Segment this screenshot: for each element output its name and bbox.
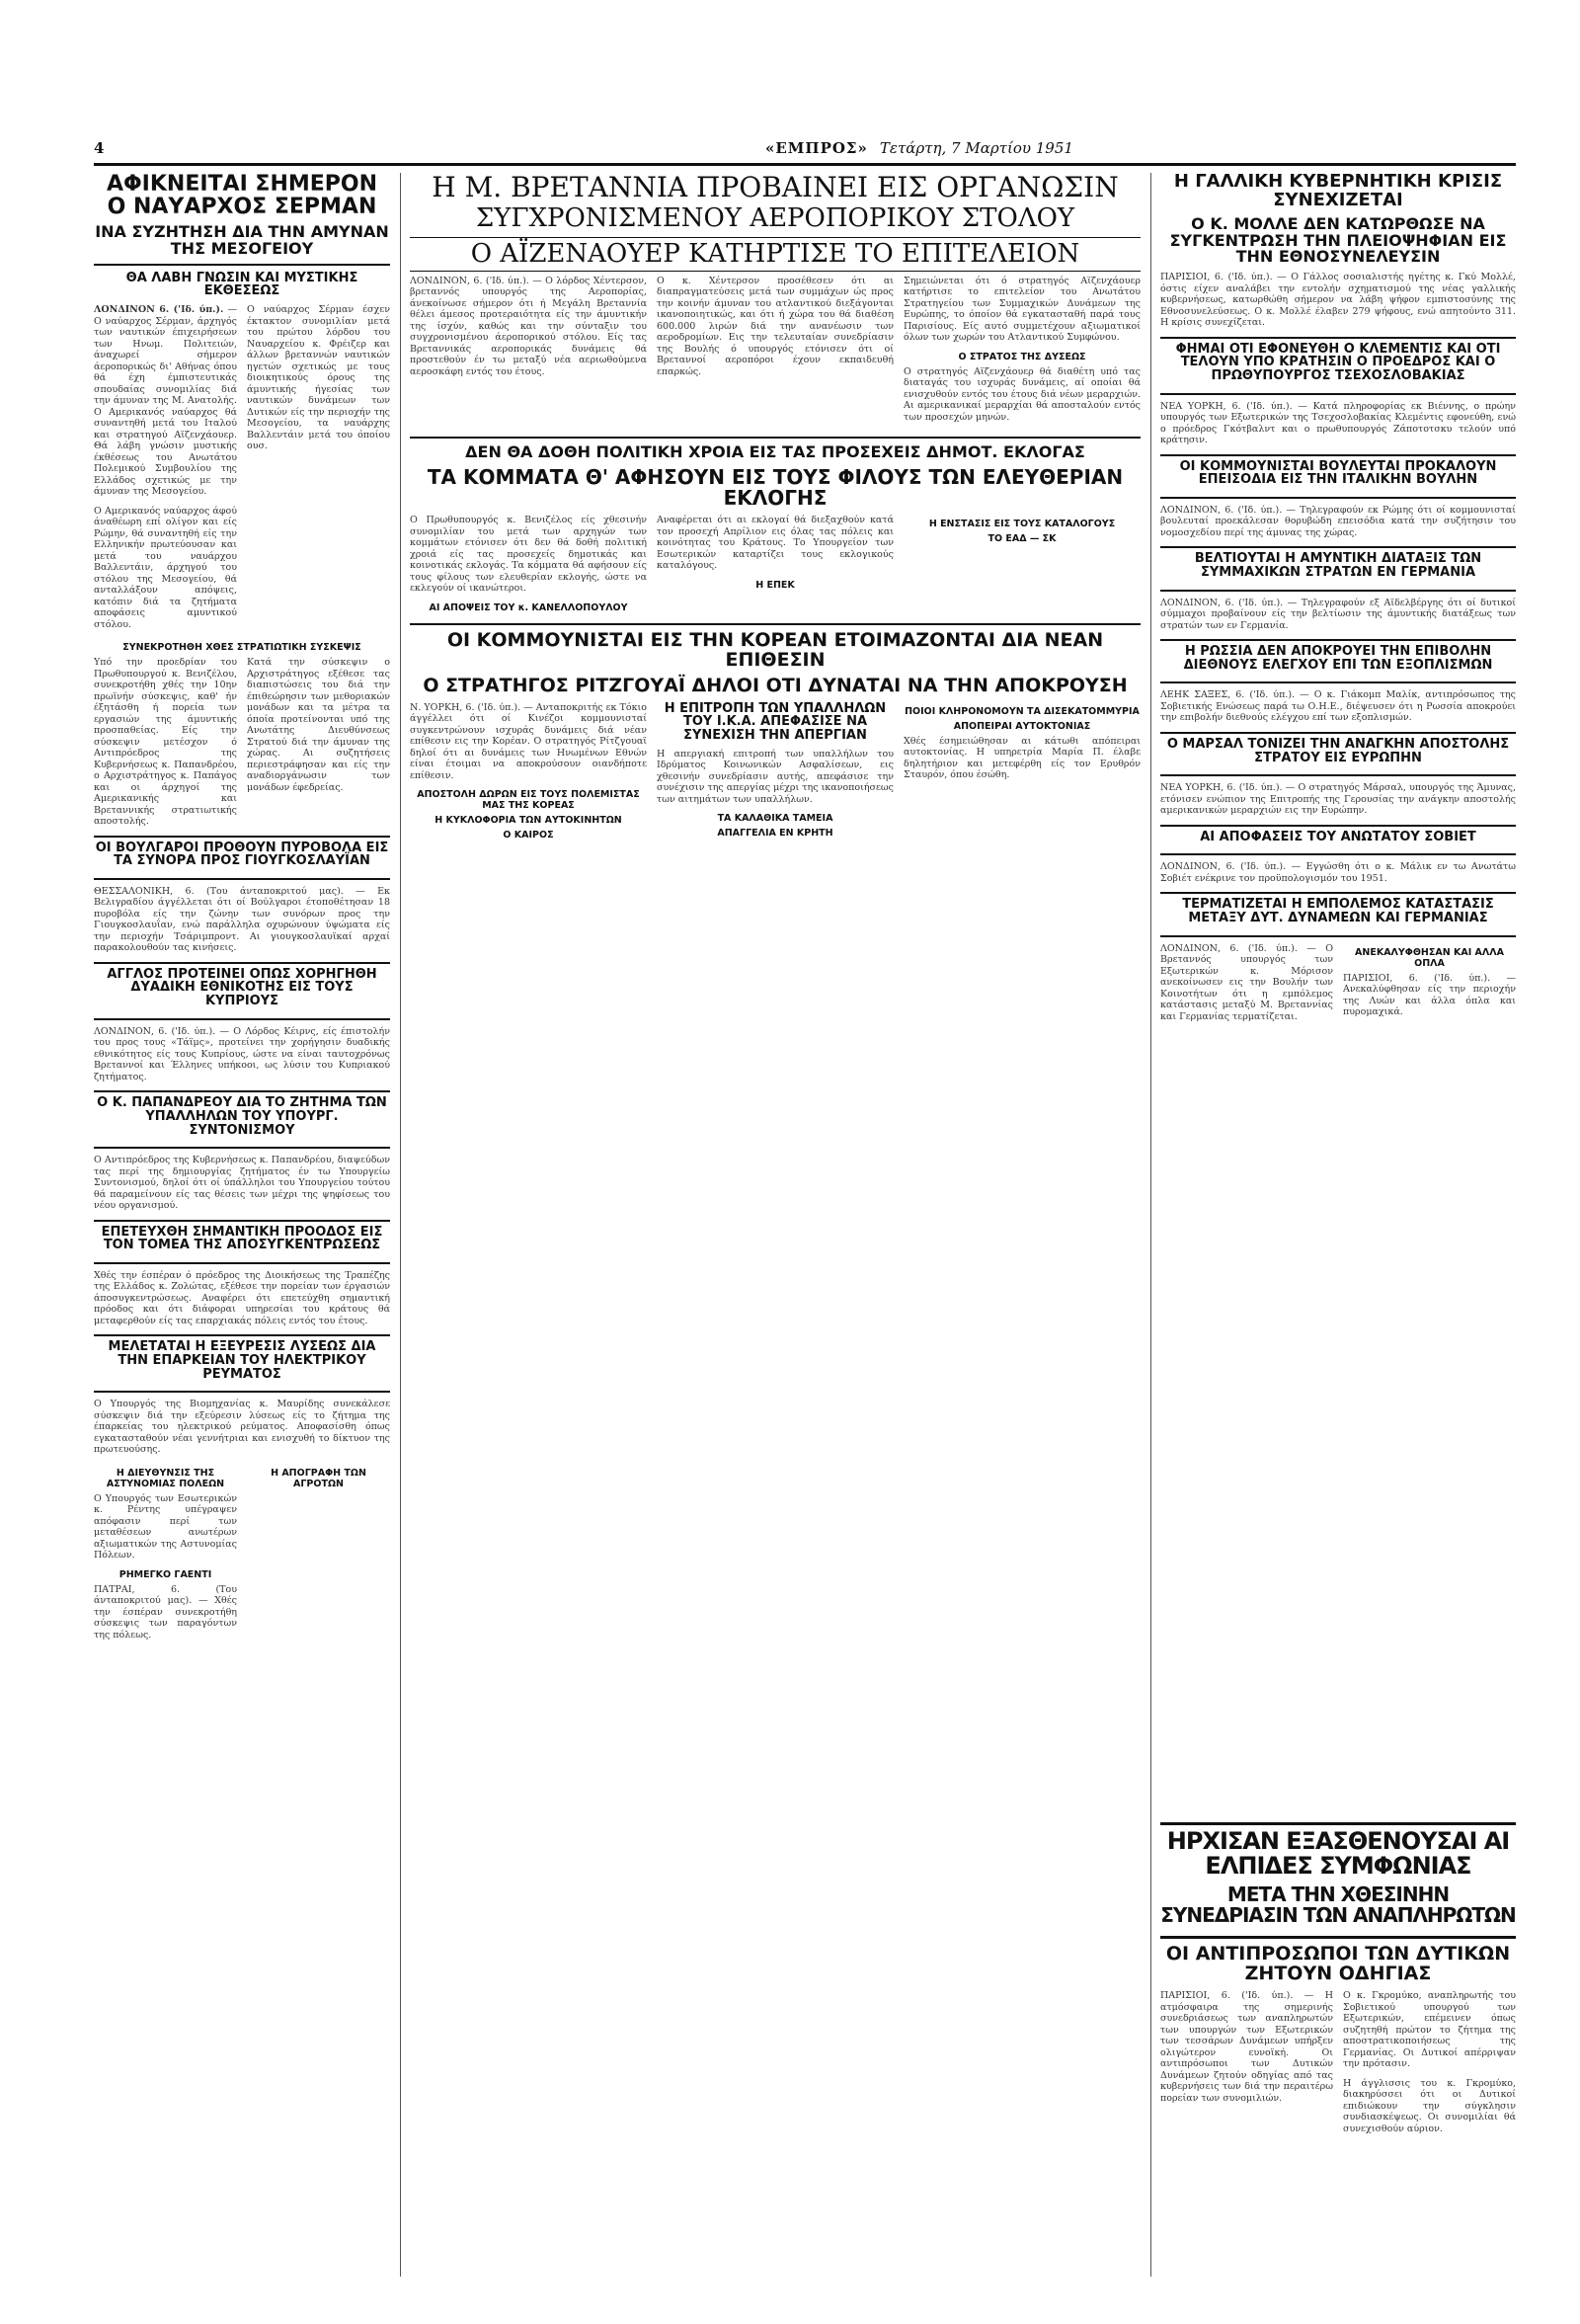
section-heading: ΑΝΕΚΑΛΥΦΘΗΣΑΝ ΚΑΙ ΑΛΛΑ ΟΠΛΑ	[1355, 946, 1504, 969]
issue-date: Τετάρτη, 7 Μαρτίου 1951	[879, 139, 1073, 157]
headline-korea: ΟΙ ΚΟΜΜΟΥΝΙΣΤΑΙ ΕΙΣ ΤΗΝ ΚΟΡΕΑΝ ΕΤΟΙΜΑΖΟΝΤΑΙ ΔΙΑ ΝΕΑΝ ΕΠΙΘΕΣΙΝ	[446, 628, 1104, 671]
article-text: Ο ναύαρχος Σέρμαν έσχεν έκτακτον συνομιλίαν μετά του πρώτου λόρδου του Ναυαρχείου κ. Φρέιζερ και άλλων βρεταννών ναυτικών ηγετών σχετικώς με τους διοικητικούς όρους της άμυντικής ήγεσίας των ναυτικών δυνάμεων των Δυτικών είς την περιοχήν της Μεσογείου, τα ναυάρχης Βαλλεντάιν μετά του όποίου ουσ.	[247, 304, 390, 452]
article-text: Ο Υπουργός των Εσωτερικών κ. Ρέντης υπέγραψεν απόφασιν περί των μεταθέσεων ανωτέρων αξιωματικών της Αστυνομίας Πόλεων.	[94, 1492, 237, 1562]
headline-allied-armies: ΒΕΛΤΙΟΥΤΑΙ Η ΑΜΥΝΤΙΚΗ ΔΙΑΤΑΞΙΣ ΤΩΝ ΣΥΜΜΑΧΙΚΩΝ ΣΤΡΑΤΩΝ ΕΝ ΓΕΡΜΑΝΙΑ	[1194, 551, 1482, 581]
headline-state-of-war: ΤΕΡΜΑΤΙΖΕΤΑΙ Η ΕΜΠΟΛΕΜΟΣ ΚΑΤΑΣΤΑΣΙΣ ΜΕΤΑΞΥ ΔΥΤ. ΔΥΝΑΜΕΩΝ ΚΑΙ ΓΕΡΜΑΝΙΑΣ	[1182, 897, 1494, 925]
section-heading: ΡΗΜΕΓΚΟ ΓΑΕΝΤΙ	[118, 1568, 212, 1580]
banner-story	[1160, 1822, 1516, 2277]
article-text: Ο Αμερικανός ναύαρχος άφού άναθέωρη επί ολίγον και είς Ρώμην, θά συναντηθή είς την Ελληνικήν πρωτεύουσαν και μετά του ναυάρχου Βαλλεντάιν, άρχηγού του στόλου της Μεσογείου, θά ανταλλάξουν απόψεις, κατόπιν διά τα ζητήματα αποφάσεις αμυντικού στόλου.	[94, 505, 237, 630]
headline-parties: ΤΑ ΚΟΜΜΑΤΑ Θ' ΑΦΗΣΟΥΝ ΕΙΣ ΤΟΥΣ ΦΙΛΟΥΣ ΤΩΝ ΕΛΕΥΘΕΡΙΑΝ ΕΚΛΟΓΗΣ	[427, 465, 1124, 511]
article-text: Η απεργιακή επιτροπή των υπαλλήλων του Ιδρύματος Κοινωνικών Ασφαλίσεων, εις χθεσινήν συνεδρίασιν αυτής, απεφάσισε την συνέχισιν της απεργίας μέχρι της ικανοποιήσεως των αιτημάτων των υπαλλήλων.	[657, 748, 894, 805]
headline-french-crisis: Η ΓΑΛΛΙΚΗ ΚΥΒΕΡΝΗΤΙΚΗ ΚΡΙΣΙΣ ΣΥΝΕΧΙΖΕΤΑΙ	[1173, 173, 1503, 210]
article-text: ΠΑΡΙΣΙΟΙ, 6. ('Ιδ. ύπ.). — Ανεκαλύφθησαν είς την περιοχήν της Λυών και άλλα όπλα και πυρομαχικά.	[1343, 972, 1516, 1018]
headline-ika-strike: Η ΕΠΙΤΡΟΠΗ ΤΩΝ ΥΠΑΛΛΗΛΩΝ ΤΟΥ Ι.Κ.Α. ΑΠΕΦΑΣΙΣΕ ΝΑ ΣΥΝΕΧΙΣΗ ΤΗΝ ΑΠΕΡΓΙΑΝ	[664, 700, 887, 743]
headline-hopes-fading: ΗΡΧΙΣΑΝ ΕΞΑΣΘΕΝΟΥΣΑΙ ΑΙ ΕΛΠΙΔΕΣ ΣΥΜΦΩΝΙΑΣ	[1166, 1827, 1510, 1881]
article-text: Ο κ. Χέντερσον προσέθεσεν ότι αι διαπραγματεύσεις μετά των συμμάχων ώς προς την κοινήν άμυναν του ατλαντικού διεξάγονται ικανοποιητικώς, και ότι ή χώρα του θά διαθέση 600.000 λιρών διά την ανανέωσιν των αεροδρομίων. Εις την τελευταίαν συνεδρίασιν της Βουλής ό υπουργός ετόνισεν ότι οί Βρεταννοί αεροπόροι έχουν εκπαιδευθή επαρκώς.	[657, 275, 894, 377]
newspaper-page	[94, 133, 1516, 2277]
article-text: Ο Υπουργός της Βιομηχανίας κ. Μαυρίδης συνεκάλεσε σύσκεψιν διά την εξεύρεσιν λύσεως είς το ζήτημα της έπαρκείας του ηλεκτρικού ρεύματος. Αποφασίσθη όπως εγκατασταθούν νέαι γεννήτριαι και ενισχυθή το δίκτυον της πρωτευούσης.	[94, 1399, 390, 1456]
headline-russia-control: Η ΡΩΣΣΙΑ ΔΕΝ ΑΠΟΚΡΟΥΕΙ ΤΗΝ ΕΠΙΒΟΛΗΝ ΔΙΕΘΝΟΥΣ ΕΛΕΓΧΟΥ ΕΠΙ ΤΩΝ ΕΞΟΠΛΙΣΜΩΝ	[1183, 644, 1493, 673]
headline-eisenhower: Ο ΑΪΖΕΝΑΟΥΕΡ ΚΑΤΗΡΤΙΣΕ ΤΟ ΕΠΙΤΕΛΕΙΟΝ	[410, 237, 1141, 272]
article-text: Η άγγλισσις του κ. Γκρομύκο, διακηρύσσει ότι οι Δυτικοί επιδιώκουν την σύγκλησιν συνδιασκέψεως. Οι συνομιλίαι θά συνεχισθούν αύριον.	[1343, 2077, 1516, 2134]
headline-italian-parliament: ΟΙ ΚΟΜΜΟΥΝΙΣΤΑΙ ΒΟΥΛΕΥΤΑΙ ΠΡΟΚΑΛΟΥΝ ΕΠΕΙΣΟΔΙΑ ΕΙΣ ΤΗΝ ΙΤΑΛΙΚΗΝ ΒΟΥΛΗΝ	[1179, 458, 1497, 488]
newspaper-name: «ΕΜΠΡΟΣ»	[765, 139, 868, 157]
article-text: Ο Αντιπρόεδρος της Κυβερνήσεως κ. Παπανδρέου, διαψεύδων τας περί της δημιουργίας ζητήματος έν τω Υπουργείω Συντονισμού, δηλοί ότι οί ύπάλληλοι του Υπουργείου τούτου θά παραμείνουν είς τας θέσεις των μέχρι της ψηφίσεως του νέου οργανισμού.	[94, 1155, 390, 1212]
headline-cypriots: ΑΓΓΛΟΣ ΠΡΟΤΕΙΝΕΙ ΟΠΩΣ ΧΟΡΗΓΗΘΗ ΔΥΑΔΙΚΗ ΕΘΝΙΚΟΤΗΣ ΕΙΣ ΤΟΥΣ ΚΥΠΡΙΟΥΣ	[107, 966, 377, 1009]
section-heading: ΑΠΟΣΤΟΛΗ ΔΩΡΩΝ ΕΙΣ ΤΟΥΣ ΠΟΛΕΜΙΣΤΑΣ ΜΑΣ ΤΗΣ ΚΟΡΕΑΣ	[417, 789, 640, 812]
headline-britain: Η Μ. ΒΡΕΤΑΝΝΙΑ ΠΡΟΒΑΙΝΕΙ ΕΙΣ ΟΡΓΑΝΩΣΙΝ	[432, 173, 1119, 203]
article-text: ΘΕΣΣΑΛΟΝΙΚΗ, 6. (Του άνταποκριτού μας). — Εκ Βελιγραδίου άγγέλλεται ότι οί Βούλγαροι έτοποθέτησαν 18 πυροβόλα είς την ζώνην των συνόρων προς την Γιουγκοσλαυΐαν, ενώ παράλληλα οχυρώνουν ύψώματα είς την περιοχήν Τσάριμπροντ. Αι γιουγκοσλαυϊκαί αρχαί παρακολουθούν τας κινήσεις.	[94, 885, 390, 954]
headline-deputies-session: ΜΕΤΑ ΤΗΝ ΧΘΕΣΙΝΗΝ ΣΥΝΕΔΡΙΑΣΙΝ ΤΩΝ ΑΝΑΠΛΗΡΩΤΩΝ	[1160, 1883, 1516, 1928]
article-text: Ο κ. Γκρομύκο, αναπληρωτής του Σοβιετικού υπουργού των Εξωτερικών, επέμεινεν όπως συζητηθή πρώτον το ζήτημα της αποστρατικοποιήσεως της Γερμανίας. Οι Δυτικοί απέρριψαν την πρότασιν.	[1343, 1990, 1516, 2070]
section-heading: Η ΕΠΕΚ	[755, 579, 795, 591]
headline-electricity: ΜΕΛΕΤΑΤΑΙ Η ΕΞΕΥΡΕΣΙΣ ΛΥΣΕΩΣ ΔΙΑ ΤΗΝ ΕΠΑΡΚΕΙΑΝ ΤΟΥ ΗΛΕΚΤΡΙΚΟΥ ΡΕΥΜΑΤΟΣ	[108, 1339, 376, 1382]
section-heading: Η ΚΥΚΛΟΦΟΡΙΑ ΤΩΝ ΑΥΤΟΚΙΝΗΤΩΝ	[434, 815, 622, 827]
section-heading: Ο ΣΤΡΑΤΟΣ ΤΗΣ ΔΥΣΕΩΣ	[958, 351, 1086, 362]
headline-sherman: ΑΦΙΚΝΕΙΤΑΙ ΣΗΜΕΡΟΝ Ο ΝΑΥΑΡΧΟΣ ΣΕΡΜΑΝ	[106, 173, 378, 220]
section-heading: ΤΟ ΕΑΔ — ΣΚ	[988, 533, 1057, 545]
headline-mollet: Ο Κ. ΜΟΛΛΕ ΔΕΝ ΚΑΤΩΡΘΩΣΕ ΝΑ ΣΥΓΚΕΝΤΡΩΣΗ ΤΗΝ ΠΛΕΙΟΨΗΦΙΑΝ ΕΙΣ ΤΗΝ ΕΘΝΟΣΥΝΕΛΕΥΣΙΝ	[1169, 213, 1507, 267]
article-text: Ο στρατηγός Αϊζενχάουερ θά διαθέτη υπό τας διαταγάς του ισχυράς δυνάμεις, αί οποίαι θά ενισχυθούν εντός του έτους διά νέων μεραρχιών. Αι αμερικανικαί μεραρχίαι θά αποσταλούν εντός των προσεχών μηνών.	[904, 365, 1141, 423]
article-text: Ν. ΥΟΡΚΗ, 6. ('Ιδ. ύπ.). — Ανταποκριτής εκ Τόκιο άγγέλλει ότι οί Κινέζοι κομμουνισταί συγκεντρώνουν ισχυράς δυνάμεις διά νέαν επίθεσιν εις την Κορέαν. Ο στρατηγός Ρίτζγουαϊ δηλοί ότι αι δυνάμεις των Ηνωμένων Εθνών είναι έτοιμαι να αποκρούσουν οιανδήποτε επίθεσιν.	[410, 701, 647, 781]
article-text: Ο Πρωθυπουργός κ. Βενιζέλος είς χθεσινήν συνομιλίαν του μετά των αρχηγών των κομμάτων ετόνισεν ότι δεν θά δοθή πολιτική χροιά είς τας προσεχείς δημοτικάς και κοινοτικάς εκλογάς. Τα κόμματα θά αφήσουν είς τους φίλους των ελευθερίαν εκλογής, ώστε να εκλεγούν οί ικανώτεροι.	[410, 515, 647, 595]
headline-marshall: Ο ΜΑΡΣΑΛ ΤΟΝΙΖΕΙ ΤΗΝ ΑΝΑΓΚΗΝ ΑΠΟΣΤΟΛΗΣ ΣΤΡΑΤΟΥ ΕΙΣ ΕΥΡΩΠΗΝ	[1166, 736, 1510, 765]
headline-bulgarians: ΟΙ ΒΟΥΛΓΑΡΟΙ ΠΡΟΘΟΥΝ ΠΥΡΟΒΟΛΑ ΕΙΣ ΤΑ ΣΥΝΟΡΑ ΠΡΟΣ ΓΙΟΥΓΚΟΣΛΑΥΪΑΝ	[95, 840, 389, 869]
article-text: ΛΟΝΔΙΝΟΝ, 6. ('Ιδ. ύπ.). — Ο Βρεταννός υπουργός των Εξωτερικών κ. Μόρισον ανεκοίνωσεν εις την Βουλήν των Κοινοτήτων ότι η εμπόλεμος κατάστασις μεταξύ Μ. Βρεταννίας και Γερμανίας τερματίζεται.	[1160, 942, 1333, 1022]
headline-clementis: ΦΗΜΑΙ ΟΤΙ ΕΦΟΝΕΥΘΗ Ο ΚΛΕΜΕΝΤΙΣ ΚΑΙ ΟΤΙ ΤΕΛΟΥΝ ΥΠΟ ΚΡΑΤΗΣΙΝ Ο ΠΡΟΕΔΡΟΣ ΚΑΙ Ο ΠΡΩΘΥΠΟΥΡΓΟΣ ΤΣΕΧΟΣΛΟΒΑΚΙΑΣ	[1175, 341, 1501, 383]
section-heading: ΣΥΝΕΚΡΟΤΗΘΗ ΧΘΕΣ ΣΤΡΑΤΙΩΤΙΚΗ ΣΥΣΚΕΨΙΣ	[122, 642, 361, 654]
center-column	[410, 173, 1141, 2277]
section-heading: ΠΟΙΟΙ ΚΛΗΡΟΝΟΜΟΥΝ ΤΑ ΔΙΣΕΚΑΤΟΜΜΥΡΙΑ	[905, 705, 1140, 717]
article-text: Υπό την προεδρίαν του Πρωθυπουργού κ. Βενιζέλου, συνεκροτήθη χθές την 10ην πρωϊνήν σύσκεψις, καθ' ήν έξητάσθη ή πορεία των εργασιών της άμυντικής προσπαθείας. Είς την σύσκεψιν μετέσχον ό Αντιπρόεδρος της Κυβερνήσεως κ. Παπανδρέου, ο Αρχιστράτηγος κ. Παπάγος και οι άρχηγοί της Αμερικανικής και Βρεταννικής στρατιωτικής αποστολής.	[94, 657, 237, 828]
article-text: Χθές την έσπέραν ό πρόεδρος της Διοικήσεως της Τραπέζης της Ελλάδος κ. Ζολώτας, εξέθεσε την πορείαν των έργασιών άποσυγκεντρώσεως. Αναφέρει ότι επετεύχθη σημαντική πρόοδος και ότι διάφοραι υπηρεσίαι του κράτους θά μεταφερθούν είς τας επαρχιακάς πόλεις εντός του έτους.	[94, 1269, 390, 1326]
section-heading: ΑΙ ΑΠΟΨΕΙΣ ΤΟΥ κ. ΚΑΝΕΛΛΟΠΟΥΛΟΥ	[429, 601, 628, 613]
masthead	[94, 133, 1516, 166]
article-text: ΠΑΡΙΣΙΟΙ, 6. ('Ιδ. ύπ.). — Ο Γάλλος σοσιαλιστής ηγέτης κ. Γκύ Μολλέ, όστις είχεν αναλάβει την εντολήν σχηματισμού της νέας γαλλικής κυβερνήσεως, κατωρθώθη σήμερον να λάβη ψήφον εμπιστοσύνης της Εθνοσυνελεύσεως. Ο κ. Μολλέ έλαβεν 279 ψήφους, ενώ απητούντο 311. Η κρίσις συνεχίζεται.	[1160, 272, 1516, 329]
headline-air-fleet: ΣΥΓΧΡΟΝΙΣΜΕΝΟΥ ΑΕΡΟΠΟΡΙΚΟΥ ΣΤΟΛΟΥ	[475, 203, 1075, 234]
headline-papandreou: Ο Κ. ΠΑΠΑΝΔΡΕΟΥ ΔΙΑ ΤΟ ΖΗΤΗΜΑ ΤΩΝ ΥΠΑΛΛΗΛΩΝ ΤΟΥ ΥΠΟΥΡΓ. ΣΥΝΤΟΝΙΣΜΟΥ	[97, 1095, 387, 1138]
subheadline-mediterranean: ΙΝΑ ΣΥΖΗΤΗΣΗ ΔΙΑ ΤΗΝ ΑΜΥΝΑΝ ΤΗΣ ΜΕΣΟΓΕΙΟΥ	[95, 222, 389, 258]
left-column	[94, 173, 390, 2277]
section-heading: Η ΑΠΟΓΡΑΦΗ ΤΩΝ ΑΓΡΟΤΩΝ	[271, 1467, 366, 1489]
article-text: ΛΟΝΔΙΝΟΝ 6. ('Ιδ. ύπ.). — Ο ναύαρχος Σέρμαν, άρχηγός των ναυτικών έπιχειρήσεων των Ηνωμ. Πολιτειών, άναχωρεί σήμερον άεροπορικώς δι' Αθήνας όπου θά έχη έμπιστευτικάς σπουδαίας συνομιλίας διά την άμυναν της Μ. Ανατολής. Ο Αμερικανός ναύαρχος θά συναντηθή μετά του Ιταλού και στρατηγού Αϊζενχάουερ. Θά λάβη γνώσιν μυστικής έκθέσεως του Ανωτάτου Πολεμικού Συμβουλίου της Ελλάδος σχετικώς με την άμυναν της Μεσογείου.	[94, 304, 237, 498]
headline-supreme-soviet: ΑΙ ΑΠΟΦΑΣΕΙΣ ΤΟΥ ΑΝΩΤΑΤΟΥ ΣΟΒΙΕΤ	[1200, 829, 1476, 844]
article-text: ΝΕΑ ΥΟΡΚΗ, 6. ('Ιδ. ύπ.). — Ο στρατηγός Μάρσαλ, υπουργός της Άμυνας, ετόνισεν ενώπιον της Επιτροπής της Γερουσίας την ανάγκην αποστολής αμερικανικών μεραρχιών εις την Ευρώπην.	[1160, 782, 1516, 817]
article-text: Αναφέρεται ότι αι εκλογαί θά διεξαχθούν κατά τον προσεχή Απρίλιον εις όλας τας πόλεις και κοινότητας του Κράτους. Το Υπουργείον των Εσωτερικών καταρτίζει τους εκλογικούς καταλόγους.	[657, 515, 894, 572]
headline-ridgway: Ο ΣΤΡΑΤΗΓΟΣ ΡΙΤΖΓΟΥΑΪ ΔΗΛΟΙ ΟΤΙ ΔΥΝΑΤΑΙ ΝΑ ΤΗΝ ΑΠΟΚΡΟΥΣΗ	[423, 674, 1128, 696]
section-heading: ΤΑ ΚΑΛΑΘΙΚΑ ΤΑΜΕΙΑ	[717, 813, 833, 825]
section-heading: Η ΔΙΕΥΘΥΝΣΙΣ ΤΗΣ ΑΣΤΥΝΟΜΙΑΣ ΠΟΛΕΩΝ	[106, 1467, 225, 1489]
section-heading: ΑΠΟΠΕΙΡΑΙ ΑΥΤΟΚΤΟΝΙΑΣ	[953, 720, 1091, 732]
headline-decentralisation: ΕΠΕΤΕΥΧΘΗ ΣΗΜΑΝΤΙΚΗ ΠΡΟΟΔΟΣ ΕΙΣ ΤΟΝ ΤΟΜΕΑ ΤΗΣ ΑΠΟΣΥΓΚΕΝΤΡΩΣΕΩΣ	[101, 1224, 383, 1253]
article-text: ΛΕΗΚ ΣΑΞΕΣ, 6. ('Ιδ. ύπ.). — Ο κ. Γιάκομπ Μαλίκ, αντιπρόσωπος της Σοβιετικής Ενώσεως παρά τω Ο.Η.Ε., διέψευσεν ότι η Ρωσσία αποκρούει την επιβολήν διεθνούς ελέγχου επί των εξοπλισμών.	[1160, 689, 1516, 724]
section-heading: ΑΠΑΓΓΕΛΙΑ ΕΝ ΚΡΗΤΗ	[717, 828, 833, 840]
article-text: ΠΑΡΙΣΙΟΙ, 6. ('Ιδ. ύπ.). — Η ατμόσφαιρα της σημερινής συνεδριάσεως των αναπληρωτών των υπουργών των Εξωτερικών των τεσσάρων Δυνάμεων υπήρξεν ολιγώτερον ευνοϊκή. Οι αντιπρόσωποι των Δυτικών Δυνάμεων ζητούν οδηγίας από τας κυβερνήσεις των διά την περαιτέρω πορείαν των συνομιλιών.	[1160, 1990, 1333, 2104]
page-number: 4	[94, 139, 105, 157]
article-text: Κατά την σύσκεψιν ο Αρχιστράτηγος εξέθεσε τας διαπιστώσεις του διά την έπιθεώρησιν των μεθοριακών μονάδων και τα μέτρα τα όποία προτείνονται υπό της Ανωτάτης Διευθύνσεως Στρατού διά την άμυναν της χώρας. Αι συζητήσεις περιεστράφησαν και είς την αναδιοργάνωσιν των μονάδων έφεδρείας.	[247, 657, 390, 793]
article-text: ΛΟΝΔΙΝΟΝ, 6. ('Ιδ. ύπ.). — Εγγώσθη ότι ο κ. Μάλικ εν τω Ανωτάτω Σοβιέτ ενέκρινε τον προϋπολογισμόν του 1951.	[1160, 861, 1516, 884]
headline-municipal-elections: ΔΕΝ ΘΑ ΔΟΘΗ ΠΟΛΙΤΙΚΗ ΧΡΟΙΑ ΕΙΣ ΤΑΣ ΠΡΟΣΕΧΕΙΣ ΔΗΜΟΤ. ΕΚΛΟΓΑΣ	[465, 442, 1085, 462]
right-column	[1160, 173, 1516, 1812]
headline-western-instructions: ΟΙ ΑΝΤΙΠΡΟΣΩΠΟΙ ΤΩΝ ΔΥΤΙΚΩΝ ΖΗΤΟΥΝ ΟΔΗΓΙΑΣ	[1165, 1943, 1511, 1985]
section-heading: Ο ΚΑΙΡΟΣ	[503, 830, 554, 841]
article-text: ΛΟΝΔΙΝΟΝ, 6. ('Ιδ. ύπ.). — Ο λόρδος Χέντερσον, βρεταννός υπουργός της Αεροπορίας, άνεκοίνωσε σήμερον ότι ή Μεγάλη Βρεταννία θέλει άμεσος προτεραιότητα είς την άμυντικήν της ίσχύν, καθώς και την σύνταξιν του συγχρονισμένου άεροπορικού στόλου. Είς τας Βρεταννικάς αεροπορικάς δυνάμεις θά προστεθούν έν τω μεταξύ νέα αεριωθούμενα αεροσκάφη εντός του έτους.	[410, 275, 647, 377]
article-text: ΛΟΝΔΙΝΟΝ, 6. ('Ιδ. ύπ.). — Τηλεγραφούν εξ Αϊδελβέργης ότι οί δυτικοί σύμμαχοι προβαίνουν είς την βελτίωσιν της άμυντικής διατάξεως των στρατών των εν Γερμανία.	[1160, 597, 1516, 631]
section-heading: Η ΕΝΣΤΑΣΙΣ ΕΙΣ ΤΟΥΣ ΚΑΤΑΛΟΓΟΥΣ	[928, 519, 1116, 530]
article-text: Χθές έσημειώθησαν αι κάτωθι απόπειραι αυτοκτονίας. Η υπηρετρία Μαρία Π. έλαβε δηλητήριον και μετεφέρθη είς τον Ερυθρόν Σταυρόν, όπου έσώθη.	[904, 735, 1141, 781]
article-text: Σημειώνεται ότι ό στρατηγός Αϊζενχάουερ κατήρτισε το επιτελείον του Ανωτάτου Στρατηγείου των Συμμαχικών Δυνάμεων της Ευρώπης, το όποίον θά εγκατασταθή παρά τους Παρισίους. Είς αυτό συμμετέχουν αξιωματικοί όλων των χωρών του Ατλαντικού Συμφώνου.	[904, 275, 1141, 344]
article-text: ΠΑΤΡΑΙ, 6. (Του άνταποκριτού μας). — Χθές την έσπέραν συνεκροτήθη σύσκεψις των παραγόντων της πόλεως.	[94, 1583, 237, 1641]
subheadline-secret-report: ΘΑ ΛΑΒΗ ΓΝΩΣΙΝ ΚΑΙ ΜΥΣΤΙΚΗΣ ΕΚΘΕΣΕΩΣ	[125, 270, 358, 299]
article-text: ΛΟΝΔΙΝΟΝ, 6. ('Ιδ. ύπ.). — Ο Λόρδος Κέιρνς, είς έπιστολήν του προς τους «Τάϊμς», προτείνει την χορήγησιν δυαδικής εθνικότητος είς τους Κυπρίους, ώστε να είναι ταυτοχρόνως Βρεταννοί και Έλληνες υπήκοοι, ως λύσιν του Κυπριακού ζητήματος.	[94, 1025, 390, 1082]
article-text: ΝΕΑ ΥΟΡΚΗ, 6. ('Ιδ. ύπ.). — Κατά πληροφορίας εκ Βιέννης, ο πρώην υπουργός των Εξωτερικών της Τσεχοσλοβακίας Κλεμέντις εφονεύθη, ενώ ο πρόεδρος Γκότβαλντ και ο πρωθυπουργός Ζάποτοτσκυ τελούν υπό κράτησιν.	[1160, 400, 1516, 446]
article-text: ΛΟΝΔΙΝΟΝ, 6. ('Ιδ. ύπ.). — Τηλεγραφούν εκ Ρώμης ότι οί κομμουνισταί βουλευταί προεκάλεσαν θορυβώδη επεισόδια κατά την συζήτησιν του νομοσχεδίου περί της άμυνας της χώρας.	[1160, 504, 1516, 538]
